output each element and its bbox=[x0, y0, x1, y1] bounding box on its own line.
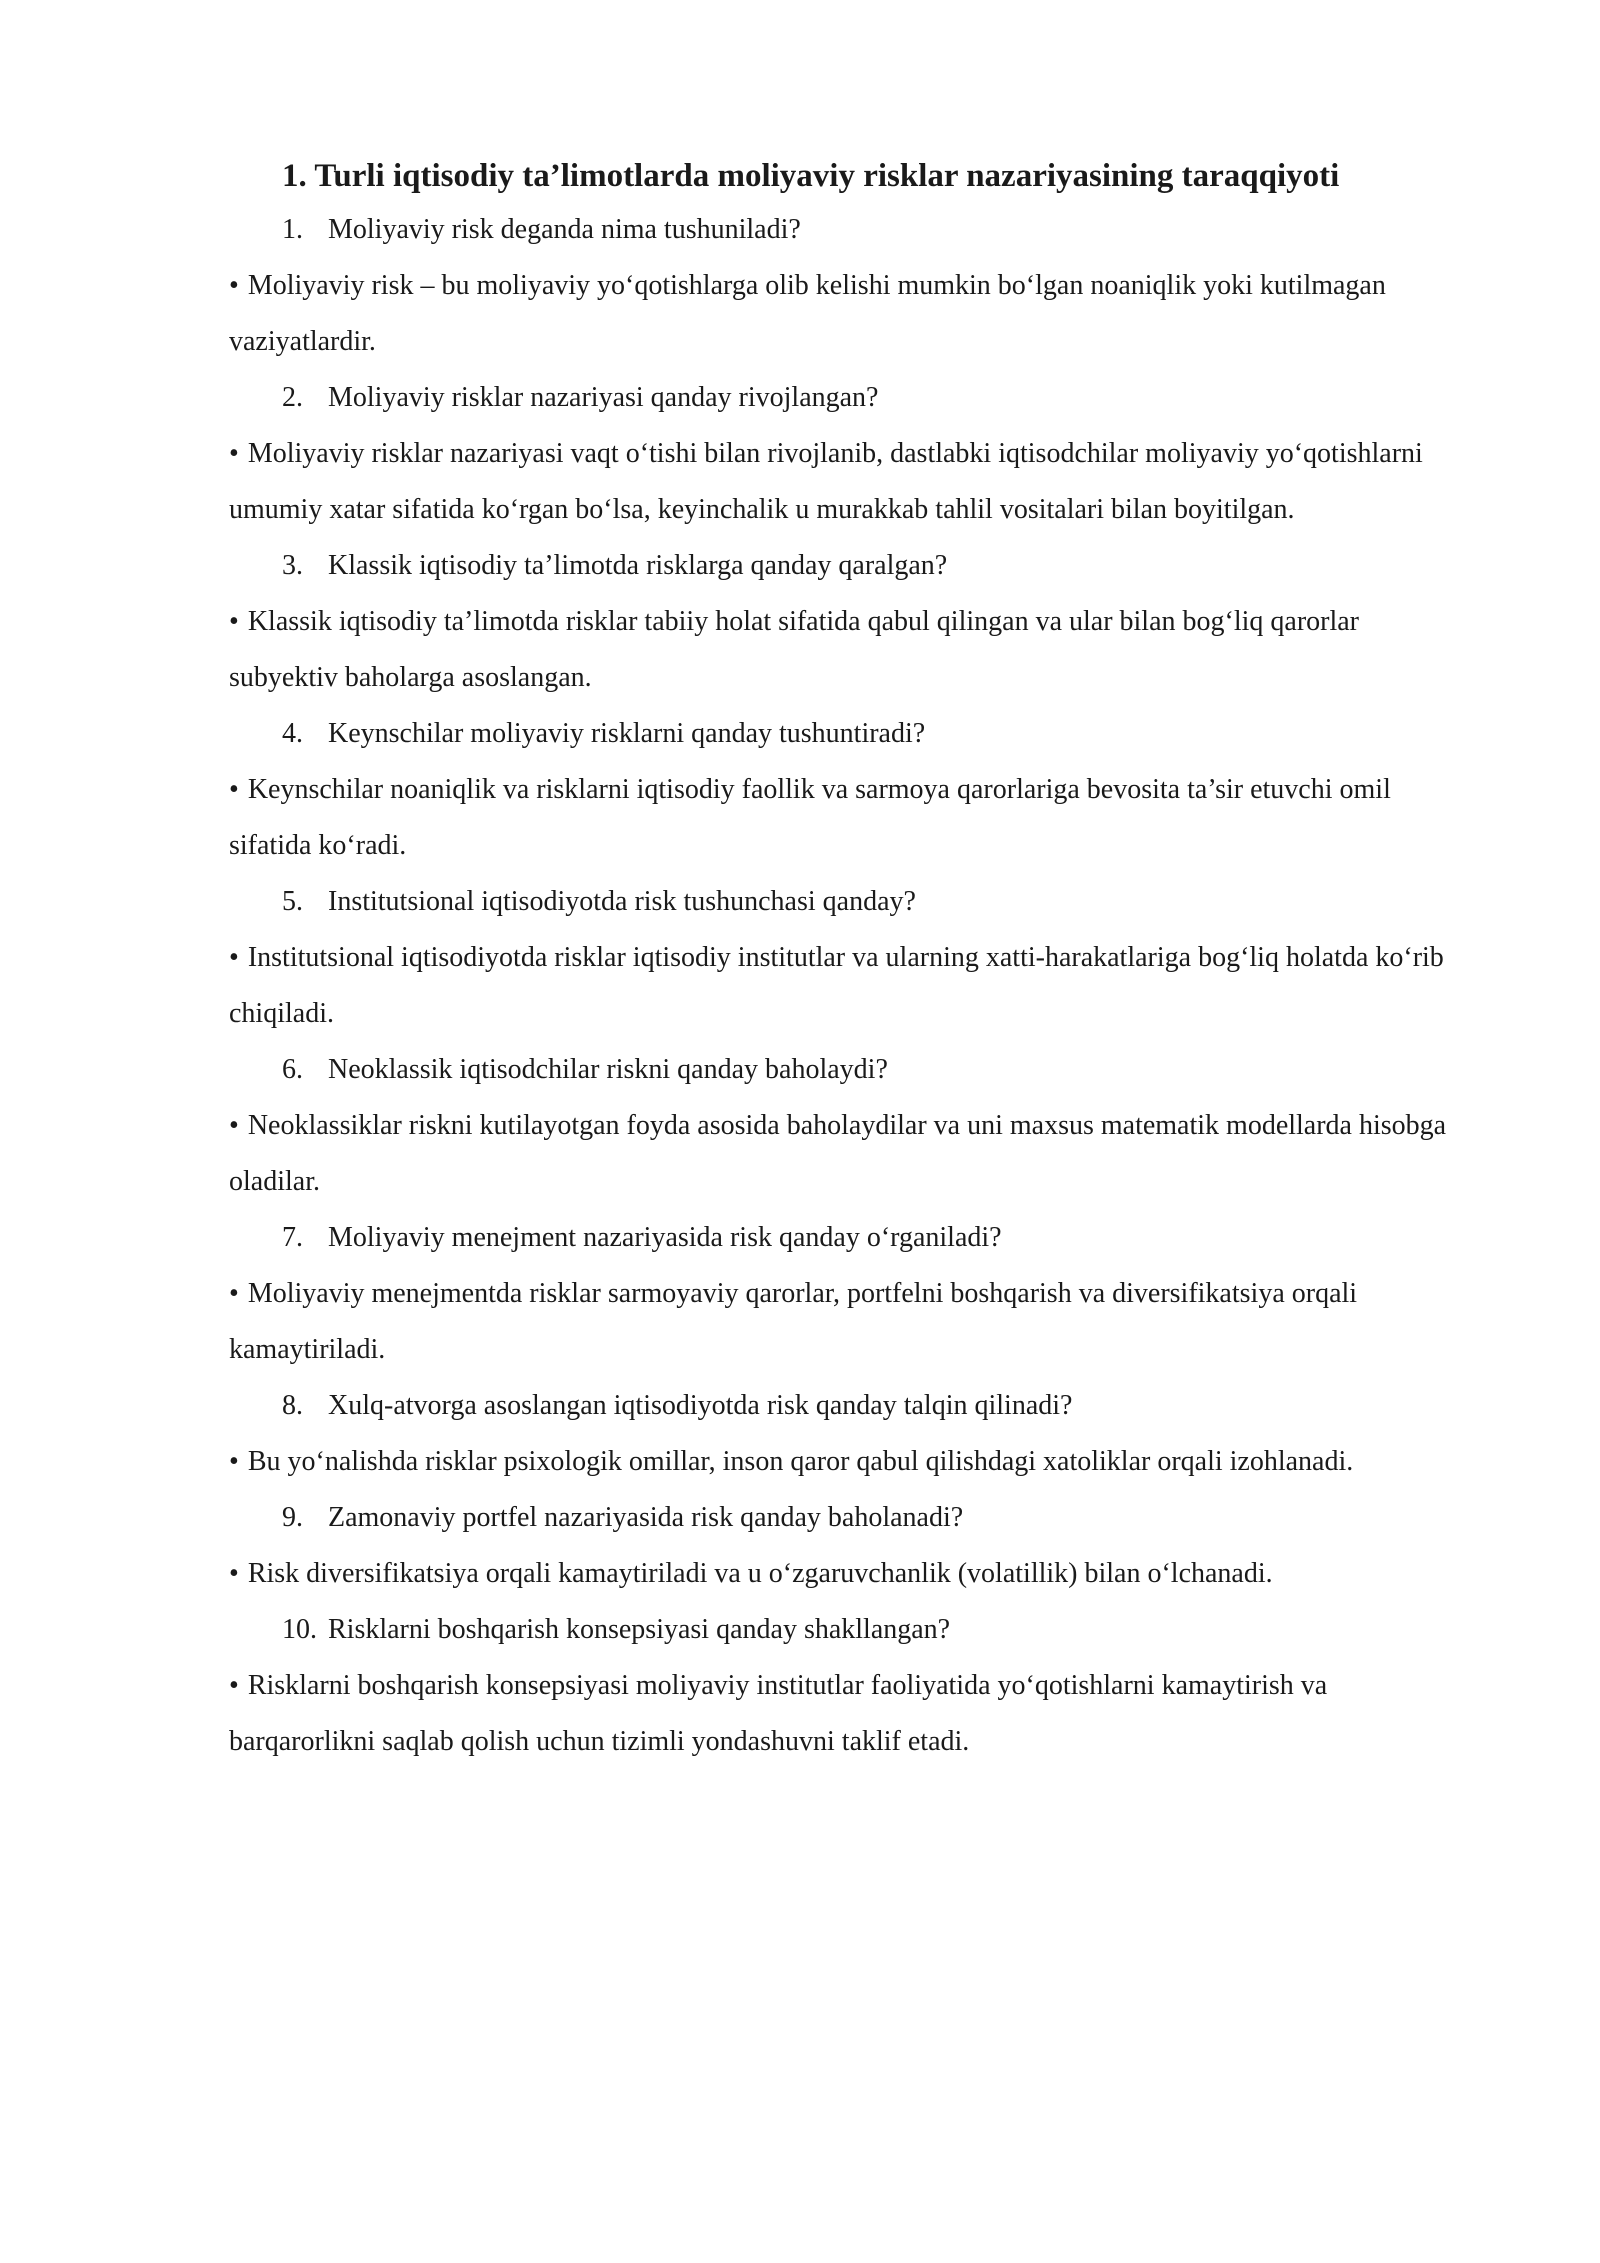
question-number: 2. bbox=[282, 382, 303, 413]
question-number: 4. bbox=[282, 718, 303, 749]
qa-item bbox=[229, 1490, 1469, 1602]
qa-item bbox=[229, 1602, 1469, 1770]
bullet-icon: • bbox=[229, 1278, 239, 1309]
answer-text: Keynschilar noaniqlik va risklarni iqtisodiy faollik va sarmoya qarorlariga bevosita ta’sir etuvchi omil sifatida ko‘radi. bbox=[229, 774, 1391, 861]
question-text: Zamonaviy portfel nazariyasida risk qanday baholanadi? bbox=[328, 1502, 964, 1533]
qa-item bbox=[229, 1210, 1469, 1378]
question-text: Xulq-atvorga asoslangan iqtisodiyotda risk qanday talqin qilinadi? bbox=[328, 1390, 1073, 1421]
qa-list bbox=[229, 202, 1469, 1770]
answer bbox=[229, 1434, 1469, 1490]
question-number: 5. bbox=[282, 886, 303, 917]
question-number: 6. bbox=[282, 1054, 303, 1085]
answer-text: Neoklassiklar riskni kutilayotgan foyda asosida baholaydilar va uni maxsus matematik modellarda hisobga oladilar. bbox=[229, 1110, 1447, 1197]
question bbox=[282, 1378, 1469, 1434]
question-number: 1. bbox=[282, 214, 303, 245]
bullet-icon: • bbox=[229, 774, 239, 805]
answer bbox=[229, 426, 1469, 538]
question bbox=[282, 538, 1469, 594]
bullet-icon: • bbox=[229, 1558, 239, 1589]
document-title: 1. Turli iqtisodiy ta’limotlarda moliyaviy risklar nazariyasining taraqqiyoti bbox=[282, 158, 1340, 194]
question-text: Moliyaviy risk deganda nima tushuniladi? bbox=[328, 214, 801, 245]
answer bbox=[229, 762, 1469, 874]
question-text: Moliyaviy menejment nazariyasida risk qanday o‘rganiladi? bbox=[328, 1222, 1002, 1253]
question-text: Klassik iqtisodiy ta’limotda risklarga qanday qaralgan? bbox=[328, 550, 948, 581]
qa-item bbox=[229, 202, 1469, 370]
bullet-icon: • bbox=[229, 1110, 239, 1141]
question-text: Risklarni boshqarish konsepsiyasi qanday shakllangan? bbox=[328, 1614, 951, 1645]
question bbox=[282, 874, 1469, 930]
answer bbox=[229, 258, 1469, 370]
question-number: 3. bbox=[282, 550, 303, 581]
question-text: Moliyaviy risklar nazariyasi qanday rivojlangan? bbox=[328, 382, 879, 413]
qa-item bbox=[229, 1042, 1469, 1210]
qa-item bbox=[229, 874, 1469, 1042]
answer bbox=[229, 1098, 1469, 1210]
question-text: Keynschilar moliyaviy risklarni qanday tushuntiradi? bbox=[328, 718, 926, 749]
qa-item bbox=[229, 370, 1469, 538]
question-number: 9. bbox=[282, 1502, 303, 1533]
answer-text: Moliyaviy menejmentda risklar sarmoyaviy qarorlar, portfelni boshqarish va diversifikatsiya orqali kamaytiriladi. bbox=[229, 1278, 1358, 1365]
answer-text: Institutsional iqtisodiyotda risklar iqtisodiy institutlar va ularning xatti-harakatlariga bog‘liq holatda ko‘rib chiqiladi. bbox=[229, 942, 1444, 1029]
document-page bbox=[229, 150, 1469, 1770]
qa-item bbox=[229, 538, 1469, 706]
answer-text: Bu yo‘nalishda risklar psixologik omillar, inson qaror qabul qilishdagi xatoliklar orqali izohlanadi. bbox=[247, 1446, 1354, 1477]
question bbox=[282, 370, 1469, 426]
qa-item bbox=[229, 706, 1469, 874]
question bbox=[282, 1490, 1469, 1546]
answer bbox=[229, 930, 1469, 1042]
question bbox=[282, 706, 1469, 762]
answer bbox=[229, 1546, 1469, 1602]
answer-text: Klassik iqtisodiy ta’limotda risklar tabiiy holat sifatida qabul qilingan va ular bilan bog‘liq qarorlar subyektiv baholarga asoslangan. bbox=[229, 606, 1360, 693]
bullet-icon: • bbox=[229, 1670, 239, 1701]
qa-item bbox=[229, 1378, 1469, 1490]
answer bbox=[229, 1658, 1469, 1770]
question bbox=[282, 1210, 1469, 1266]
answer-text: Moliyaviy risk – bu moliyaviy yo‘qotishlarga olib kelishi mumkin bo‘lgan noaniqlik yoki kutilmagan vaziyatlardir. bbox=[229, 270, 1386, 357]
bullet-icon: • bbox=[229, 942, 239, 973]
answer-text: Risklarni boshqarish konsepsiyasi moliyaviy institutlar faoliyatida yo‘qotishlarni kamaytirish va barqarorlikni saqlab qolish uchun tizimli yondashuvni taklif etadi. bbox=[229, 1670, 1328, 1757]
question-number: 8. bbox=[282, 1390, 303, 1421]
question-number: 7. bbox=[282, 1222, 303, 1253]
question-text: Institutsional iqtisodiyotda risk tushunchasi qanday? bbox=[328, 886, 916, 917]
bullet-icon: • bbox=[229, 438, 239, 469]
answer bbox=[229, 594, 1469, 706]
bullet-icon: • bbox=[229, 270, 239, 301]
question-number: 10. bbox=[282, 1614, 317, 1645]
answer-text: Moliyaviy risklar nazariyasi vaqt o‘tishi bilan rivojlanib, dastlabki iqtisodchilar moliyaviy yo‘qotishlarni umumiy xatar sifatida ko‘rgan bo‘lsa, keyinchalik u murakkab tahlil vositalari bilan boyitilgan. bbox=[229, 438, 1423, 525]
bullet-icon: • bbox=[229, 606, 239, 637]
question-text: Neoklassik iqtisodchilar riskni qanday baholaydi? bbox=[328, 1054, 888, 1085]
question bbox=[282, 1602, 1469, 1658]
answer bbox=[229, 1266, 1469, 1378]
answer-text: Risk diversifikatsiya orqali kamaytiriladi va u o‘zgaruvchanlik (volatillik) bilan o‘lchanadi. bbox=[247, 1558, 1273, 1589]
bullet-icon: • bbox=[229, 1446, 239, 1477]
question bbox=[282, 202, 1469, 258]
question bbox=[282, 1042, 1469, 1098]
